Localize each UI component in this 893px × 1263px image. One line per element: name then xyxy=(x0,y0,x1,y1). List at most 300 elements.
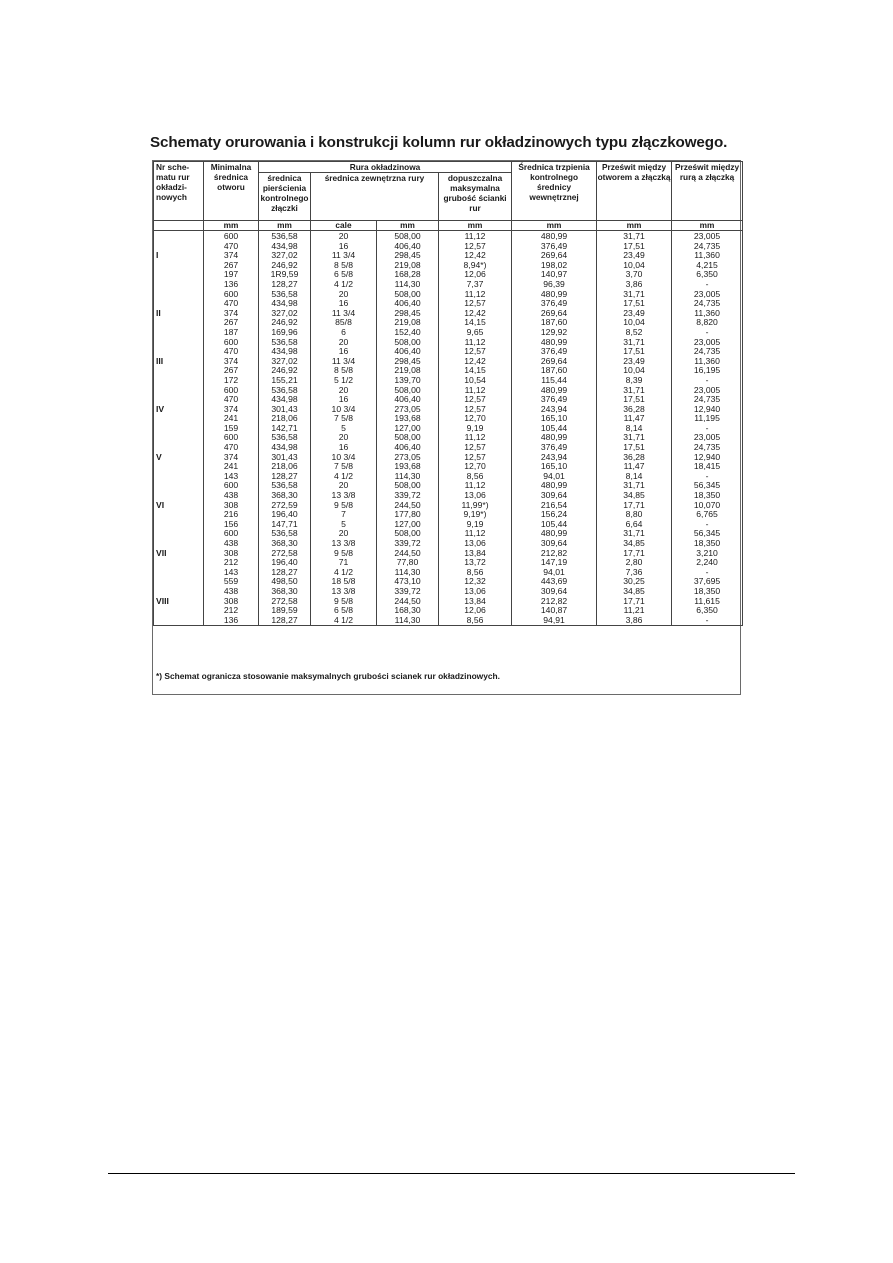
table-cell: 193,68 xyxy=(377,462,439,472)
table-cell: 147,71 xyxy=(259,520,311,530)
table-cell: 187,60 xyxy=(512,366,597,376)
header-clearance-bore: Prześwit między otworem a złączką xyxy=(597,162,672,221)
table-cell: 10,04 xyxy=(597,366,672,376)
table-cell: 600 xyxy=(204,231,259,242)
table-cell: 8,56 xyxy=(439,472,512,482)
table-cell: 16 xyxy=(311,395,377,405)
table-cell: 10,070 xyxy=(672,501,743,511)
table-cell: 339,72 xyxy=(377,539,439,549)
table-cell: 298,45 xyxy=(377,251,439,261)
table-cell: 7 5/8 xyxy=(311,414,377,424)
table-cell: 12,42 xyxy=(439,251,512,261)
scheme-number-cell: II xyxy=(154,309,204,319)
table-cell: 114,30 xyxy=(377,280,439,290)
table-cell: 244,50 xyxy=(377,501,439,511)
table-cell: 172 xyxy=(204,376,259,386)
table-cell: 376,49 xyxy=(512,347,597,357)
table-cell: 9,19 xyxy=(439,520,512,530)
table-cell: 12,57 xyxy=(439,453,512,463)
table-cell: 438 xyxy=(204,539,259,549)
table-row xyxy=(154,299,743,309)
table-cell: 36,28 xyxy=(597,453,672,463)
table-cell: 139,70 xyxy=(377,376,439,386)
table-cell: 17,51 xyxy=(597,395,672,405)
table-cell: 115,44 xyxy=(512,376,597,386)
table-cell: 77,80 xyxy=(377,558,439,568)
table-cell: 17,51 xyxy=(597,299,672,309)
scheme-number-cell xyxy=(154,558,204,568)
table-cell: 218,06 xyxy=(259,462,311,472)
table-cell: 31,71 xyxy=(597,386,672,396)
table-cell: 11,360 xyxy=(672,309,743,319)
table-cell: 308 xyxy=(204,549,259,559)
table-cell: 536,58 xyxy=(259,433,311,443)
table-cell: 8,80 xyxy=(597,510,672,520)
scheme-number-cell xyxy=(154,290,204,300)
table-cell: 6,64 xyxy=(597,520,672,530)
table-row xyxy=(154,501,743,511)
table-cell: - xyxy=(672,568,743,578)
table-row xyxy=(154,290,743,300)
table-cell: 3,86 xyxy=(597,280,672,290)
table-cell: 9,65 xyxy=(439,328,512,338)
table-cell: 212 xyxy=(204,558,259,568)
table-row xyxy=(154,328,743,338)
table-cell: 376,49 xyxy=(512,242,597,252)
table-cell: 443,69 xyxy=(512,577,597,587)
scheme-number-cell xyxy=(154,376,204,386)
table-row xyxy=(154,405,743,415)
table-cell: 508,00 xyxy=(377,433,439,443)
table-cell: 536,58 xyxy=(259,338,311,348)
page-title: Schematy orurowania i konstrukcji kolumn rur okładzinowych typu złączkowego. xyxy=(150,134,728,151)
table-cell: 368,30 xyxy=(259,587,311,597)
table-cell: 31,71 xyxy=(597,529,672,539)
table-cell: 16 xyxy=(311,347,377,357)
table-cell: 23,49 xyxy=(597,251,672,261)
table-cell: 105,44 xyxy=(512,424,597,434)
casing-table-frame xyxy=(152,160,741,695)
table-cell: 7 5/8 xyxy=(311,462,377,472)
table-cell: 12,57 xyxy=(439,395,512,405)
table-cell: 11,21 xyxy=(597,606,672,616)
table-cell: 12,57 xyxy=(439,347,512,357)
table-cell: 9 5/8 xyxy=(311,597,377,607)
table-cell: 508,00 xyxy=(377,386,439,396)
scheme-number-cell xyxy=(154,568,204,578)
table-cell: 600 xyxy=(204,290,259,300)
table-cell: 127,00 xyxy=(377,520,439,530)
table-cell: 374 xyxy=(204,309,259,319)
table-cell: 480,99 xyxy=(512,386,597,396)
table-cell: 269,64 xyxy=(512,251,597,261)
table-cell: - xyxy=(672,472,743,482)
table-cell: - xyxy=(672,520,743,530)
table-cell: 536,58 xyxy=(259,386,311,396)
table-cell: 272,58 xyxy=(259,549,311,559)
table-row xyxy=(154,558,743,568)
table-cell: 5 xyxy=(311,520,377,530)
table-cell: 23,49 xyxy=(597,309,672,319)
scheme-number-cell xyxy=(154,318,204,328)
table-cell: 301,43 xyxy=(259,453,311,463)
casing-schemes-table xyxy=(153,161,743,626)
scheme-number-cell xyxy=(154,261,204,271)
table-cell: 20 xyxy=(311,433,377,443)
table-cell: 434,98 xyxy=(259,299,311,309)
table-cell: 2,240 xyxy=(672,558,743,568)
table-body xyxy=(154,231,743,626)
scheme-number-cell xyxy=(154,510,204,520)
table-cell: 480,99 xyxy=(512,529,597,539)
table-cell: 1R9,59 xyxy=(259,270,311,280)
table-cell: 13,06 xyxy=(439,491,512,501)
table-cell: 20 xyxy=(311,481,377,491)
table-cell: 128,27 xyxy=(259,280,311,290)
table-cell: 6 xyxy=(311,328,377,338)
table-cell: 4 1/2 xyxy=(311,472,377,482)
table-cell: 11,99*) xyxy=(439,501,512,511)
table-cell: 196,40 xyxy=(259,510,311,520)
table-cell: 536,58 xyxy=(259,290,311,300)
table-cell: 128,27 xyxy=(259,472,311,482)
table-cell: 600 xyxy=(204,529,259,539)
table-cell: 508,00 xyxy=(377,338,439,348)
table-cell: 272,59 xyxy=(259,501,311,511)
table-cell: 24,735 xyxy=(672,299,743,309)
table-cell: 31,71 xyxy=(597,433,672,443)
scheme-number-cell xyxy=(154,616,204,626)
table-cell: 20 xyxy=(311,529,377,539)
table-cell: 10 3/4 xyxy=(311,405,377,415)
table-row xyxy=(154,366,743,376)
table-cell: 374 xyxy=(204,453,259,463)
table-cell: 177,80 xyxy=(377,510,439,520)
table-cell: 600 xyxy=(204,338,259,348)
scheme-number-cell: V xyxy=(154,453,204,463)
scheme-number-cell: VII xyxy=(154,549,204,559)
table-cell: 536,58 xyxy=(259,481,311,491)
scheme-number-cell xyxy=(154,386,204,396)
table-cell: 536,58 xyxy=(259,231,311,242)
table-cell: 96,39 xyxy=(512,280,597,290)
table-cell: - xyxy=(672,424,743,434)
table-cell: 600 xyxy=(204,433,259,443)
table-cell: 128,27 xyxy=(259,568,311,578)
table-cell: 6,765 xyxy=(672,510,743,520)
table-cell: 508,00 xyxy=(377,231,439,242)
table-cell: 438 xyxy=(204,491,259,501)
header-clearance-pipe: Prześwit między rurą a złączką xyxy=(672,162,743,221)
header-casing-group: Rura okładzinowa xyxy=(259,162,512,173)
table-cell: 17,71 xyxy=(597,597,672,607)
unit-cell: mm xyxy=(204,221,259,231)
table-cell: 6,350 xyxy=(672,270,743,280)
table-cell: 16 xyxy=(311,242,377,252)
table-row xyxy=(154,549,743,559)
header-min-bore: Minimalna średnica otworu xyxy=(204,162,259,221)
table-row xyxy=(154,309,743,319)
table-cell: 198,02 xyxy=(512,261,597,271)
scheme-number-cell xyxy=(154,472,204,482)
table-cell: 23,005 xyxy=(672,290,743,300)
table-cell: 3,70 xyxy=(597,270,672,280)
table-cell: 16 xyxy=(311,299,377,309)
table-cell: 17,51 xyxy=(597,443,672,453)
table-row xyxy=(154,376,743,386)
table-cell: 438 xyxy=(204,587,259,597)
table-cell: 8,39 xyxy=(597,376,672,386)
table-row xyxy=(154,606,743,616)
table-cell: 10 3/4 xyxy=(311,453,377,463)
table-cell: 8,56 xyxy=(439,616,512,626)
table-cell: 267 xyxy=(204,261,259,271)
table-cell: 6 5/8 xyxy=(311,606,377,616)
table-cell: 536,58 xyxy=(259,529,311,539)
unit-cell: cale xyxy=(311,221,377,231)
table-cell: 11 3/4 xyxy=(311,251,377,261)
table-row xyxy=(154,231,743,242)
table-cell: 13,06 xyxy=(439,539,512,549)
table-cell: 434,98 xyxy=(259,443,311,453)
table-cell: 327,02 xyxy=(259,251,311,261)
table-cell: 20 xyxy=(311,231,377,242)
table-cell: 8,94*) xyxy=(439,261,512,271)
table-cell: 10,54 xyxy=(439,376,512,386)
table-cell: 12,57 xyxy=(439,242,512,252)
table-cell: 219,08 xyxy=(377,261,439,271)
table-cell: 11,12 xyxy=(439,433,512,443)
table-cell: 13,84 xyxy=(439,597,512,607)
scheme-number-cell: I xyxy=(154,251,204,261)
table-cell: 7,37 xyxy=(439,280,512,290)
table-cell: 168,28 xyxy=(377,270,439,280)
table-row xyxy=(154,462,743,472)
table-cell: 20 xyxy=(311,338,377,348)
table-cell: 18,350 xyxy=(672,539,743,549)
table-cell: 11,12 xyxy=(439,290,512,300)
table-cell: 23,49 xyxy=(597,357,672,367)
table-cell: 165,10 xyxy=(512,414,597,424)
table-cell: 18 5/8 xyxy=(311,577,377,587)
table-cell: 243,94 xyxy=(512,405,597,415)
scheme-number-cell xyxy=(154,338,204,348)
table-row xyxy=(154,357,743,367)
table-cell: 165,10 xyxy=(512,462,597,472)
table-cell: 8,820 xyxy=(672,318,743,328)
table-cell: 219,08 xyxy=(377,318,439,328)
table-cell: 24,735 xyxy=(672,443,743,453)
table-cell: 212 xyxy=(204,606,259,616)
table-cell: 339,72 xyxy=(377,491,439,501)
table-cell: 140,97 xyxy=(512,270,597,280)
table-cell: 31,71 xyxy=(597,338,672,348)
table-cell: 269,64 xyxy=(512,309,597,319)
table-cell: 56,345 xyxy=(672,529,743,539)
table-cell: 129,92 xyxy=(512,328,597,338)
table-cell: 12,940 xyxy=(672,405,743,415)
scheme-number-cell xyxy=(154,577,204,587)
table-cell: 34,85 xyxy=(597,587,672,597)
table-row xyxy=(154,481,743,491)
table-cell: 4 1/2 xyxy=(311,568,377,578)
table-cell: 480,99 xyxy=(512,433,597,443)
table-cell: 16,195 xyxy=(672,366,743,376)
scheme-number-cell xyxy=(154,280,204,290)
table-cell: - xyxy=(672,328,743,338)
table-cell: 11,360 xyxy=(672,357,743,367)
table-cell: 470 xyxy=(204,395,259,405)
table-cell: 10,04 xyxy=(597,261,672,271)
table-cell: 2,80 xyxy=(597,558,672,568)
table-row xyxy=(154,597,743,607)
scheme-number-cell xyxy=(154,433,204,443)
table-cell: 269,64 xyxy=(512,357,597,367)
table-cell: 23,005 xyxy=(672,231,743,242)
table-cell: 17,51 xyxy=(597,347,672,357)
header-scheme-no: Nr sche-matu rur okładzi-nowych xyxy=(154,162,204,221)
table-cell: 11,12 xyxy=(439,529,512,539)
table-cell: 136 xyxy=(204,616,259,626)
table-cell: 267 xyxy=(204,318,259,328)
table-cell: 8,56 xyxy=(439,568,512,578)
scheme-number-cell xyxy=(154,366,204,376)
table-cell: 498,50 xyxy=(259,577,311,587)
table-cell: 480,99 xyxy=(512,290,597,300)
table-cell: 71 xyxy=(311,558,377,568)
table-cell: 140,87 xyxy=(512,606,597,616)
table-cell: 56,345 xyxy=(672,481,743,491)
table-cell: 17,71 xyxy=(597,501,672,511)
table-cell: 600 xyxy=(204,386,259,396)
table-cell: 301,43 xyxy=(259,405,311,415)
unit-cell: mm xyxy=(377,221,439,231)
table-cell: 94,01 xyxy=(512,472,597,482)
table-cell: 159 xyxy=(204,424,259,434)
table-cell: 406,40 xyxy=(377,299,439,309)
unit-cell: mm xyxy=(439,221,512,231)
table-row xyxy=(154,270,743,280)
table-cell: 11 3/4 xyxy=(311,357,377,367)
table-cell: 298,45 xyxy=(377,357,439,367)
table-row xyxy=(154,395,743,405)
table-cell: 9 5/8 xyxy=(311,549,377,559)
scheme-number-cell xyxy=(154,424,204,434)
table-cell: 12,42 xyxy=(439,357,512,367)
scheme-number-cell xyxy=(154,270,204,280)
table-cell: 267 xyxy=(204,366,259,376)
table-cell: 156,24 xyxy=(512,510,597,520)
table-cell: 23,005 xyxy=(672,338,743,348)
table-cell: 152,40 xyxy=(377,328,439,338)
table-cell: 14,15 xyxy=(439,318,512,328)
table-cell: 11,12 xyxy=(439,231,512,242)
table-cell: 406,40 xyxy=(377,443,439,453)
table-row xyxy=(154,386,743,396)
table-cell: 508,00 xyxy=(377,529,439,539)
table-row xyxy=(154,338,743,348)
table-cell: 273,05 xyxy=(377,405,439,415)
table-cell: 374 xyxy=(204,251,259,261)
scheme-number-cell xyxy=(154,520,204,530)
table-cell: 8,14 xyxy=(597,424,672,434)
table-cell: 376,49 xyxy=(512,299,597,309)
header-ring-diameter: średnica pierścienia kontrolnego złączki xyxy=(259,173,311,221)
table-cell: 37,695 xyxy=(672,577,743,587)
header-mandrel-diameter: Średnica trzpienia kontrolnego średnicy wewnętrznej xyxy=(512,162,597,221)
table-cell: 11,12 xyxy=(439,481,512,491)
table-cell: 196,40 xyxy=(259,558,311,568)
table-cell: 406,40 xyxy=(377,242,439,252)
table-row xyxy=(154,568,743,578)
table-cell: 85/8 xyxy=(311,318,377,328)
table-cell: 24,735 xyxy=(672,395,743,405)
table-cell: 18,415 xyxy=(672,462,743,472)
table-cell: 31,71 xyxy=(597,231,672,242)
table-cell: 17,71 xyxy=(597,549,672,559)
table-cell: 142,71 xyxy=(259,424,311,434)
table-cell: 308 xyxy=(204,597,259,607)
table-cell: 470 xyxy=(204,443,259,453)
table-cell: 8 5/8 xyxy=(311,261,377,271)
scheme-number-cell: VI xyxy=(154,501,204,511)
table-row xyxy=(154,616,743,626)
table-cell: 434,98 xyxy=(259,395,311,405)
table-cell: 31,71 xyxy=(597,481,672,491)
table-cell: 12,32 xyxy=(439,577,512,587)
scheme-number-cell: III xyxy=(154,357,204,367)
table-cell: 13,84 xyxy=(439,549,512,559)
table-cell: 23,005 xyxy=(672,386,743,396)
table-cell: 309,64 xyxy=(512,539,597,549)
table-cell: 12,70 xyxy=(439,462,512,472)
table-cell: 18,350 xyxy=(672,587,743,597)
table-cell: 156 xyxy=(204,520,259,530)
table-cell: 13,06 xyxy=(439,587,512,597)
table-cell: 9,19 xyxy=(439,424,512,434)
table-row xyxy=(154,261,743,271)
scheme-number-cell: IV xyxy=(154,405,204,415)
table-cell: 147,19 xyxy=(512,558,597,568)
table-cell: 11,195 xyxy=(672,414,743,424)
table-cell: 18,350 xyxy=(672,491,743,501)
table-cell: 143 xyxy=(204,568,259,578)
table-cell: 136 xyxy=(204,280,259,290)
table-cell: 11 3/4 xyxy=(311,309,377,319)
header-outer-diameter: średnica zewnętrzna rury xyxy=(311,173,439,221)
table-cell: 17,51 xyxy=(597,242,672,252)
scheme-number-cell xyxy=(154,231,204,242)
table-cell: 34,85 xyxy=(597,539,672,549)
table-row xyxy=(154,280,743,290)
table-cell: 94,91 xyxy=(512,616,597,626)
table-cell: 114,30 xyxy=(377,472,439,482)
table-cell: 241 xyxy=(204,462,259,472)
table-row xyxy=(154,539,743,549)
table-cell: 6,350 xyxy=(672,606,743,616)
table-cell: 212,82 xyxy=(512,597,597,607)
table-cell: 339,72 xyxy=(377,587,439,597)
table-cell: 3,86 xyxy=(597,616,672,626)
table-cell: 169,96 xyxy=(259,328,311,338)
table-cell: 559 xyxy=(204,577,259,587)
table-cell: 246,92 xyxy=(259,261,311,271)
table-row xyxy=(154,453,743,463)
table-cell: 94,01 xyxy=(512,568,597,578)
table-cell: 10,04 xyxy=(597,318,672,328)
table-cell: 193,68 xyxy=(377,414,439,424)
table-row xyxy=(154,587,743,597)
